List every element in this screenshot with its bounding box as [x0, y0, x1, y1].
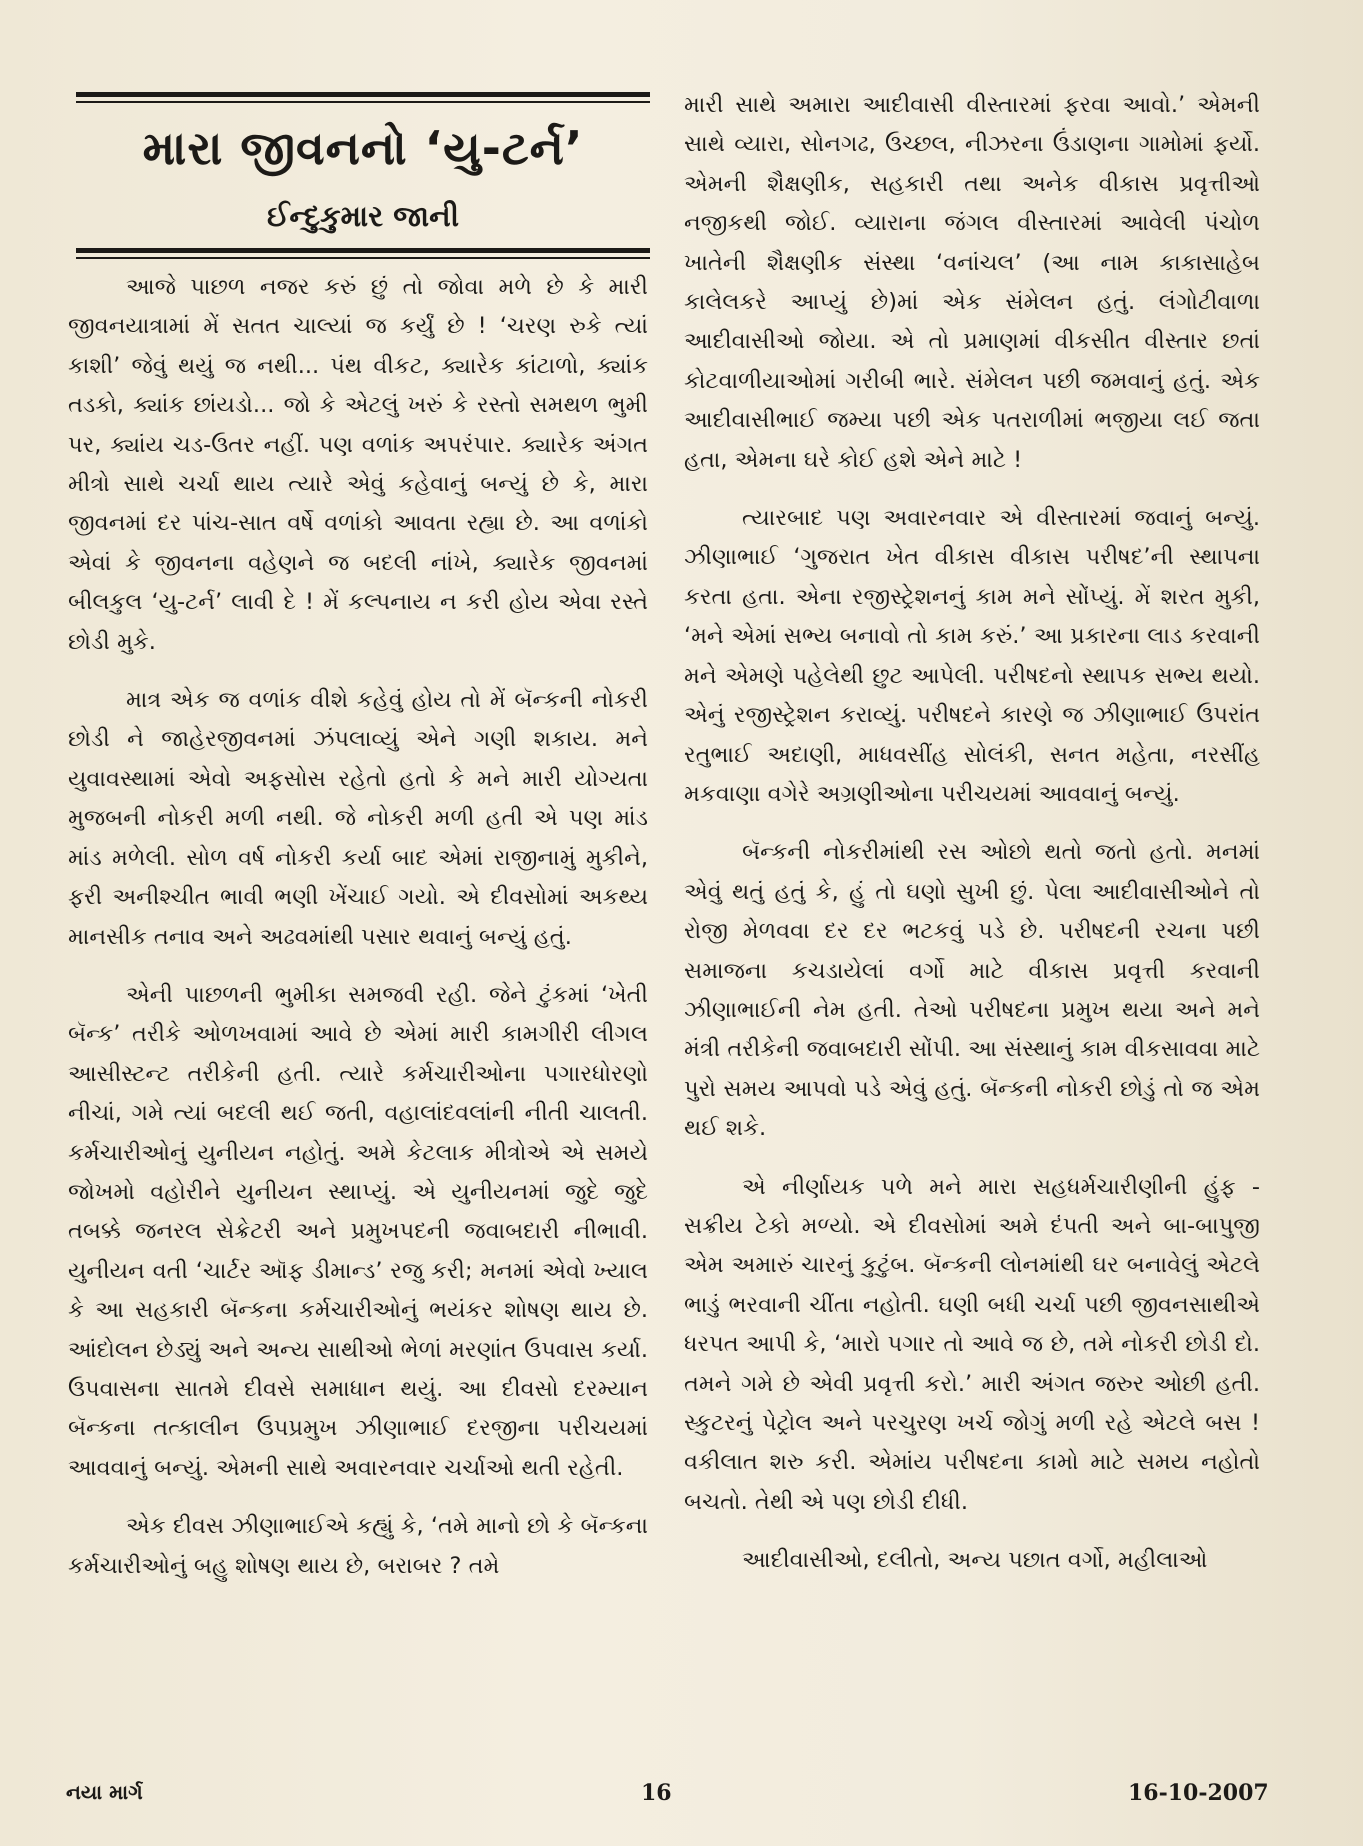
- left-column: [68, 268, 648, 1586]
- paragraph: માત્ર એક જ વળાંક વીશે કહેવું હોય તો મેં બૅન્કની નોકરી છોડી ને જાહેરજીવનમાં ઝંપલાવ્યું એને ગણી શકાય. મને યુવાવસ્થામાં એવો અફસોસ રહેતો હતો કે મને મારી યોગ્યતા મુજબની નોકરી મળી નથી. જે નોકરી મળી હતી એ પણ માંડ માંડ મળેલી. સોળ વર્ષ નોકરી કર્યા બાદ એમાં રાજીનામું મુકીને, ફરી અનીશ્ચીત ભાવી ભણી ખેંચાઈ ગયો. એ દીવસોમાં અકથ્ય માનસીક તનાવ અને અઢવમાંથી પસાર થવાનું બન્યું હતું.: [68, 687, 648, 950]
- header-top-rule-thin: [76, 101, 650, 103]
- paragraph: એ નીર્ણાયક પળે મને મારા સહધર્મચારીણીની હુંફ - સક્રીય ટેકો મળ્યો. એ દીવસોમાં અમે દંપતી અને બા-બાપુજી એમ અમારું ચારનું કુટુંબ. બૅન્કની લોનમાંથી ઘર બનાવેલું એટલે ભાડું ભરવાની ચીંતા નહોતી. ઘણી બધી ચર્ચા પછી જીવનસાથીએ ધરપત આપી કે, ‘મારો પગાર તો આવે જ છે, તમે નોકરી છોડી દો. તમને ગમે છે એવી પ્રવૃત્તી કરો.’ મારી અંગત જરુર ઓછી હતી. સ્કુટરનું પેટ્રોલ અને પરચુરણ ખર્ચ જોગું મળી રહે એટલે બસ ! વકીલાત શરુ કરી. એમાંય પરીષદના કામો માટે સમય નહોતો બચતો. તેથી એ પણ છોડી દીધી.: [684, 1173, 1260, 1515]
- header-bottom-rule: [76, 248, 650, 253]
- article-author: ઈન્દુકુમાર જાની: [266, 199, 459, 233]
- paragraph: બૅન્કની નોકરીમાંથી રસ ઓછો થતો જતો હતો. મનમાં એવું થતું હતું કે, હું તો ઘણો સુખી છું. પેલા આદીવાસીઓને તો રોજી મેળવવા દર દર ભટકવું પડે છે. પરીષદની રચના પછી સમાજના કચડાયેલાં વર્ગો માટે વીકાસ પ્રવૃત્તી કરવાની ઝીણાભાઈની નેમ હતી. તેઓ પરીષદના પ્રમુખ થયા અને મને મંત્રી તરીકેની જવાબદારી સોંપી. આ સંસ્થાનું કામ વીકસાવવા માટે પુરો સમય આપવો પડે એવું હતું. બૅન્કની નોકરી છોડું તો જ એમ થઈ શકે.: [684, 839, 1260, 1142]
- header-bottom-rule-thin: [76, 257, 650, 259]
- right-column: [684, 86, 1260, 1581]
- page-number: 16: [641, 1780, 672, 1806]
- article-title: મારા જીવનનો ‘યુ-ટર્ન’: [142, 121, 584, 175]
- paragraph: આદીવાસીઓ, દલીતો, અન્ય પછાત વર્ગો, મહીલાઓ: [742, 1547, 1208, 1574]
- paragraph: ત્યારબાદ પણ અવારનવાર એ વીસ્તારમાં જવાનું બન્યું. ઝીણાભાઈ ‘ગુજરાત ખેત વીકાસ વીકાસ પરીષદ’ની સ્થાપના કરતા હતા. એના રજીસ્ટ્રેશનનું કામ મને સોંપ્યું. મેં શરત મુકી, ‘મને એમાં સભ્ય બનાવો તો કામ કરું.’ આ પ્રકારના લાડ કરવાની મને એમણે પહેલેથી છુટ આપેલી. પરીષદનો સ્થાપક સભ્ય થયો. એનું રજીસ્ટ્રેશન કરાવ્યું. પરીષદને કારણે જ ઝીણાભાઈ ઉપરાંત રતુભાઈ અદાણી, માધવસીંહ સોલંકી, સનત મહેતા, નરસીંહ મકવાણા વગેરે અગ્રણીઓના પરીચયમાં આવવાનું બન્યું.: [684, 505, 1260, 807]
- paragraph: એની પાછળની ભુમીકા સમજવી રહી. જેને ટુંકમાં ‘ખેતી બૅન્ક’ તરીકે ઓળખવામાં આવે છે એમાં મારી કામગીરી લીગલ આસીસ્ટન્ટ તરીકેની હતી. ત્યારે કર્મચારીઓના પગારધોરણો નીચાં, ગમે ત્યાં બદલી થઈ જતી, વહાલાંદવલાંની નીતી ચાલતી. કર્મચારીઓનું યુનીયન નહોતું. અમે કેટલાક મીત્રોએ એ સમયે જોખમો વહોરીને યુનીયન સ્થાપ્યું. એ યુનીયનમાં જુદે જુદે તબક્કે જનરલ સેક્રેટરી અને પ્રમુખપદની જવાબદારી નીભાવી. યુનીયન વતી ‘ચાર્ટર ઑફ ડીમાન્ડ’ રજુ કરી; મનમાં એવો ખ્યાલ કે આ સહકારી બૅન્કના કર્મચારીઓનું ભયંકર શોષણ થાય છે. આંદોલન છેડ્યું અને અન્ય સાથીઓ ભેળાં મરણાંત ઉપવાસ કર્યા. ઉપવાસના સાતમે દીવસે સમાધાન થયું. આ દીવસો દરમ્યાન બૅન્કના તત્કાલીન ઉપપ્રમુખ ઝીણાભાઈ દરજીના પરીચયમાં આવવાનું બન્યું. એમની સાથે અવારનવાર ચર્ચાઓ થતી રહેતી.: [68, 981, 648, 1481]
- issue-date: 16-10-2007: [1128, 1780, 1269, 1806]
- paragraph: મારી સાથે અમારા આદીવાસી વીસ્તારમાં ફરવા આવો.’ એમની સાથે વ્યારા, સોનગઢ, ઉચ્છલ, નીઝરના ઉંડાણના ગામોમાં ફર્યો. એમની શૈક્ષણીક, સહકારી તથા અનેક વીકાસ પ્રવૃત્તીઓ નજીકથી જોઈ. વ્યારાના જંગલ વીસ્તારમાં આવેલી પંચોળ ખાતેની શૈક્ષણીક સંસ્થા ‘વનાંચલ’ (આ નામ કાકાસાહેબ કાલેલકરે આપ્યું છે)માં એક સંમેલન હતું. લંગોટીવાળા આદીવાસીઓ જોયા. એ તો પ્રમાણમાં વીકસીત વીસ્તાર છતાં કોટવાળીયાઓમાં ગરીબી ભારે. સંમેલન પછી જમવાનું હતું. એક આદીવાસીભાઈ જમ્યા પછી એક પતરાળીમાં ભજીયા લઈ જતા હતા, એમના ઘરે કોઈ હશે એને માટે !: [684, 92, 1260, 473]
- paragraph: આજે પાછળ નજર કરું છું તો જોવા મળે છે કે મારી જીવનયાત્રામાં મેં સતત ચાલ્યાં જ કર્યું છે ! ‘ચરણ રુકે ત્યાં કાશી’ જેવું થયું જ નથી... પંથ વીકટ, ક્યારેક કાંટાળો, ક્યાંક તડકો, ક્યાંક છાંયડો... જો કે એટલું ખરું કે રસ્તો સમથળ ભુમી પર, ક્યાંય ચડ-ઉતર નહીં. પણ વળાંક અપરંપાર. ક્યારેક અંગત મીત્રો સાથે ચર્ચા થાય ત્યારે એવું કહેવાનું બન્યું છે કે, મારા જીવનમાં દર પાંચ-સાત વર્ષે વળાંકો આવતા રહ્યા છે. આ વળાંકો એવાં કે જીવનના વહેણને જ બદલી નાંખે, ક્યારેક જીવનમાં બીલકુલ ‘યુ-ટર્ન’ લાવી દે ! મેં કલ્પનાય ન કરી હોય એવા રસ્તે છોડી મુકે.: [68, 274, 648, 655]
- paragraph: એક દીવસ ઝીણાભાઈએ કહ્યું કે, ‘તમે માનો છો કે બૅન્કના કર્મચારીઓનું બહુ શોષણ થાય છે, બરાબર ? તમે: [68, 1513, 648, 1579]
- header-top-rule: [76, 92, 650, 97]
- publication-name: નયા માર્ગ: [66, 1780, 143, 1804]
